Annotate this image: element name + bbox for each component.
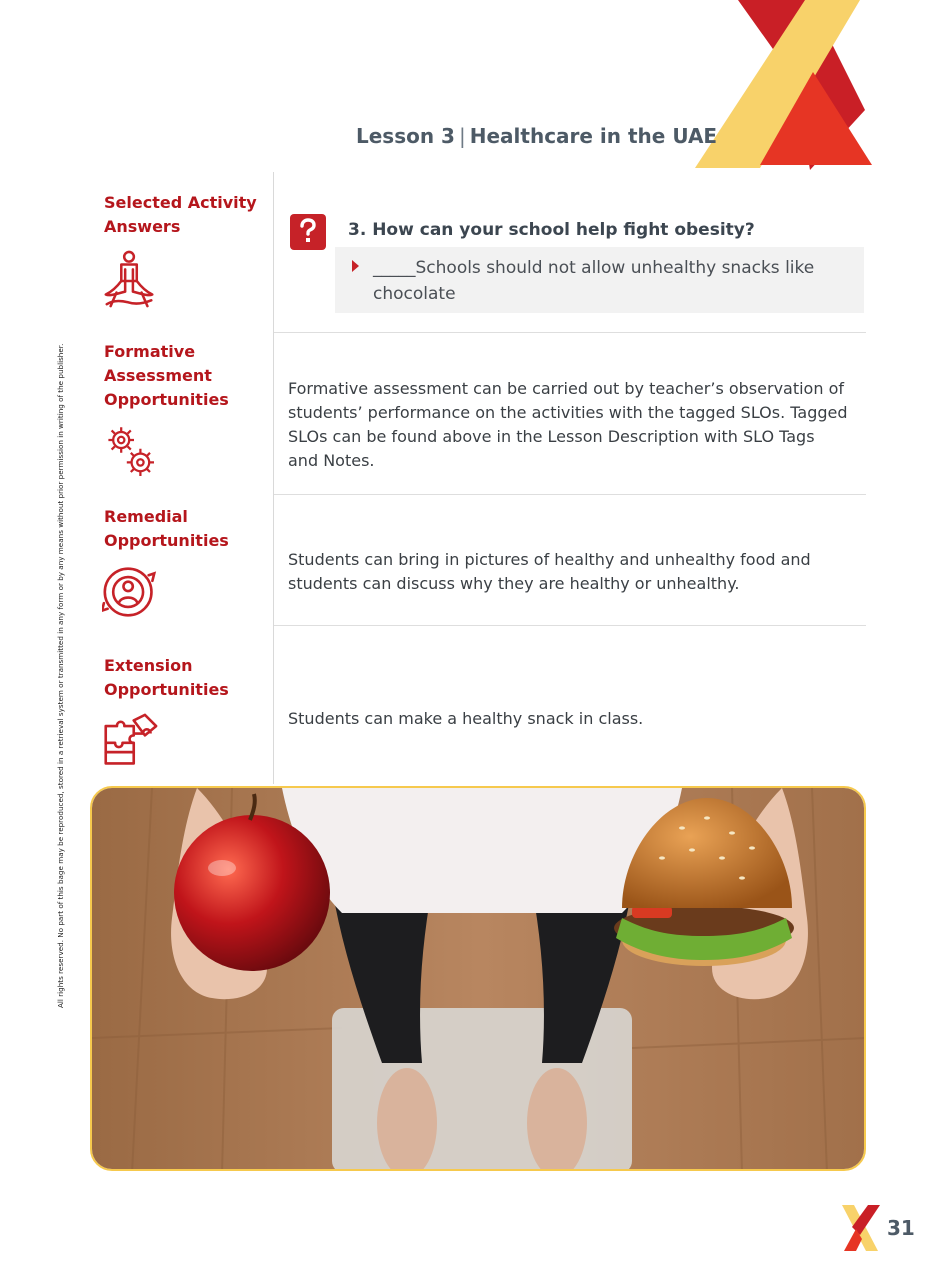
section-title-formative xyxy=(104,340,269,412)
person-meditating-icon xyxy=(102,250,158,310)
row-divider xyxy=(274,494,866,495)
section-title-extension xyxy=(104,654,269,702)
puzzle-icon xyxy=(102,711,158,771)
healthy-vs-unhealthy-photo xyxy=(90,786,866,1171)
question-text: 3. How can your school help fight obesity? xyxy=(348,220,755,240)
header-separator: | xyxy=(458,124,466,148)
formative-text: Formative assessment can be carried out by teacher’s observation of students’ performance on the activities with the tagged SLOs. Tagged SLOs can be found above in the Lesson Description with SLO Tags and Notes. xyxy=(288,379,848,470)
section-title-line: Answers xyxy=(104,217,181,236)
section-title-line: Remedial xyxy=(104,507,188,526)
remedial-text: Students can bring in pictures of healthy and unhealthy food and students can discuss why they are healthy or unhealthy. xyxy=(288,550,811,593)
section-title-line: Opportunities xyxy=(104,531,229,550)
user-cycle-icon xyxy=(102,562,158,622)
answer-text: _____Schools should not allow unhealthy snacks like chocolate xyxy=(373,258,815,304)
page-logo-icon xyxy=(838,1205,882,1251)
section-title-remedial xyxy=(104,505,269,553)
section-title-line: Opportunities xyxy=(104,680,229,699)
section-title-line: Opportunities xyxy=(104,390,229,409)
section-title-line: Selected Activity xyxy=(104,193,257,212)
row-divider xyxy=(274,625,866,626)
section-title-line: Extension xyxy=(104,656,193,675)
lesson-topic: Healthcare in the UAE xyxy=(469,124,718,148)
gears-icon xyxy=(102,422,158,482)
corner-decoration xyxy=(690,0,945,170)
section-title-line: Formative xyxy=(104,342,196,361)
page-number: 31 xyxy=(887,1216,915,1240)
row-divider xyxy=(274,332,866,333)
section-title-answers xyxy=(104,191,269,239)
lesson-number: Lesson 3 xyxy=(356,124,455,148)
photo-illustration xyxy=(92,788,866,1171)
section-title-line: Assessment xyxy=(104,366,212,385)
copyright-notice: All rights reserved. No part of this bage may be reproduced, stored in a retrieval system or transmitted in any form or by any means without prior permission in writing of the publisher. xyxy=(56,343,65,1008)
bullet-arrow-icon xyxy=(352,260,359,272)
lesson-header xyxy=(356,124,717,148)
column-divider xyxy=(273,172,274,784)
question-icon xyxy=(290,214,326,250)
extension-text: Students can make a healthy snack in class. xyxy=(288,709,644,728)
